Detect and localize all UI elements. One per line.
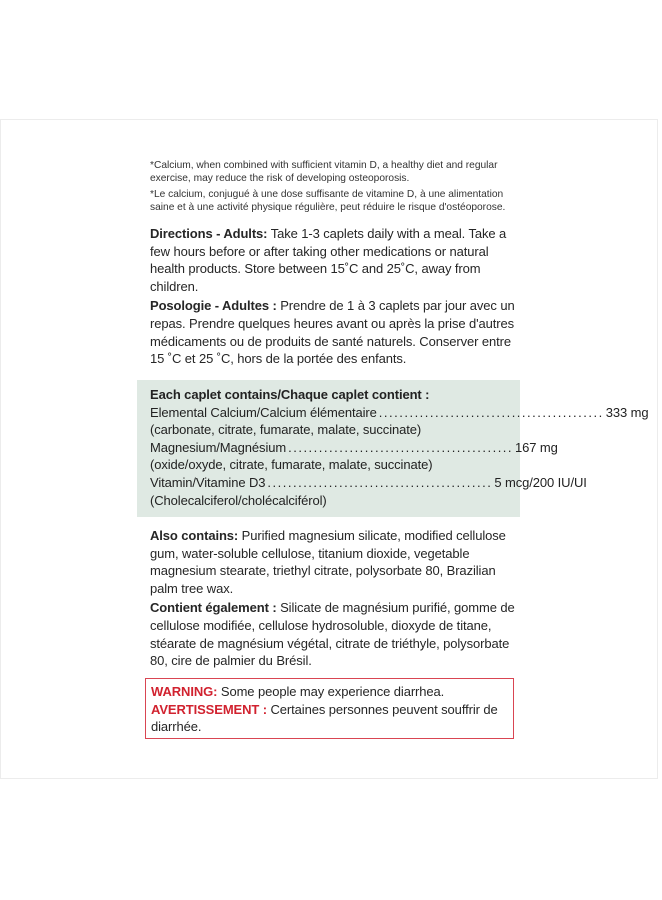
also-contains-en-text: Purified magnesium silicate, modified cellulose gum, water-soluble cellulose, titanium dioxide, vegetable magnesium stearate, triethyl citrate, polysorbate 80, Brazilian palm tree wax. [150,528,506,596]
warning-en-heading: WARNING: [151,684,218,699]
ingredient-row [150,439,558,457]
also-contains-en-heading: Also contains: [150,528,239,543]
ingredient-amount: 333 mg [605,404,649,420]
directions-en [150,225,520,295]
also-contains-fr [150,599,525,669]
ingredient-amount: 167 mg [515,439,558,455]
warning-en-text: Some people may experience diarrhea. [217,684,445,699]
warning-fr-heading: AVERTISSEMENT : [151,701,267,717]
ingredient-label: Elemental Calcium/Calcium élémentaire [150,404,377,420]
ingredient-forms: (carbonate, citrate, fumarate, malate, succinate) [150,422,422,438]
leader-dots: ............................................ [288,439,514,455]
ingredient-label: Magnesium/Magnésium [150,439,287,455]
contents-panel [137,380,649,517]
also-contains-en [150,527,525,597]
leader-dots: ............................................ [378,404,604,420]
warning-fr [151,701,513,736]
also-contains-fr-text: Silicate de magnésium purifié, gomme de cellulose modifiée, cellulose hydrosoluble, dioxyde de titane, stéarate de magnésium végétal, citrate de triéthyle, polysorbate 80, cire de palmier du Brésil. [150,600,515,669]
directions-fr-text: Prendre de 1 à 3 caplets par jour avec un repas. Prendre quelques heures avant ou après la prise d'autres médicaments ou de produits de santé naturels. Conserver entre 15 ˚C et 25 ˚C, hors de la portée des enfants. [150,298,515,367]
warning-fr-text: Certaines personnes peuvent souffrir de diarrhée. [151,701,498,735]
ingredient-forms: (oxide/oxyde, citrate, fumarate, malate, succinate) [150,457,433,473]
leader-dots: ............................................ [267,474,493,490]
calcium-claim-fr: *Le calcium, conjugué à une dose suffisante de vitamine D, à une alimentation saine et à une activité physique régulière, peut réduire le risque d'ostéoporose. [150,189,506,213]
ingredient-row [150,474,587,492]
warning-en [151,683,513,701]
directions-fr-heading: Posologie - Adultes : [150,298,277,314]
ingredient-label: Vitamin/Vitamine D3 [150,474,266,490]
also-contains-fr-heading: Contient également : [150,600,277,616]
calcium-claim-en: *Calcium, when combined with sufficient vitamin D, a healthy diet and regular exercise, may reduce the risk of developing osteoporosis. [150,160,498,184]
other-ingredients-section [150,527,525,670]
directions-en-text: Take 1-3 caplets daily with a meal. Take a few hours before or after taking other medications or natural health products. Store between 15˚C and 25˚C, away from children. [150,226,507,294]
ingredient-row [150,404,649,422]
directions-en-heading: Directions - Adults: [150,226,268,241]
warning-box [145,678,514,739]
ingredient-amount: 5 mcg/200 IU/UI [494,474,587,490]
directions-fr [150,297,520,367]
label-top-section [150,159,520,368]
ingredient-forms: (Cholecalciferol/cholécalciférol) [150,492,327,508]
contents-heading [150,386,520,404]
contents-heading-text: Each caplet contains/Chaque caplet contient : [150,387,430,402]
